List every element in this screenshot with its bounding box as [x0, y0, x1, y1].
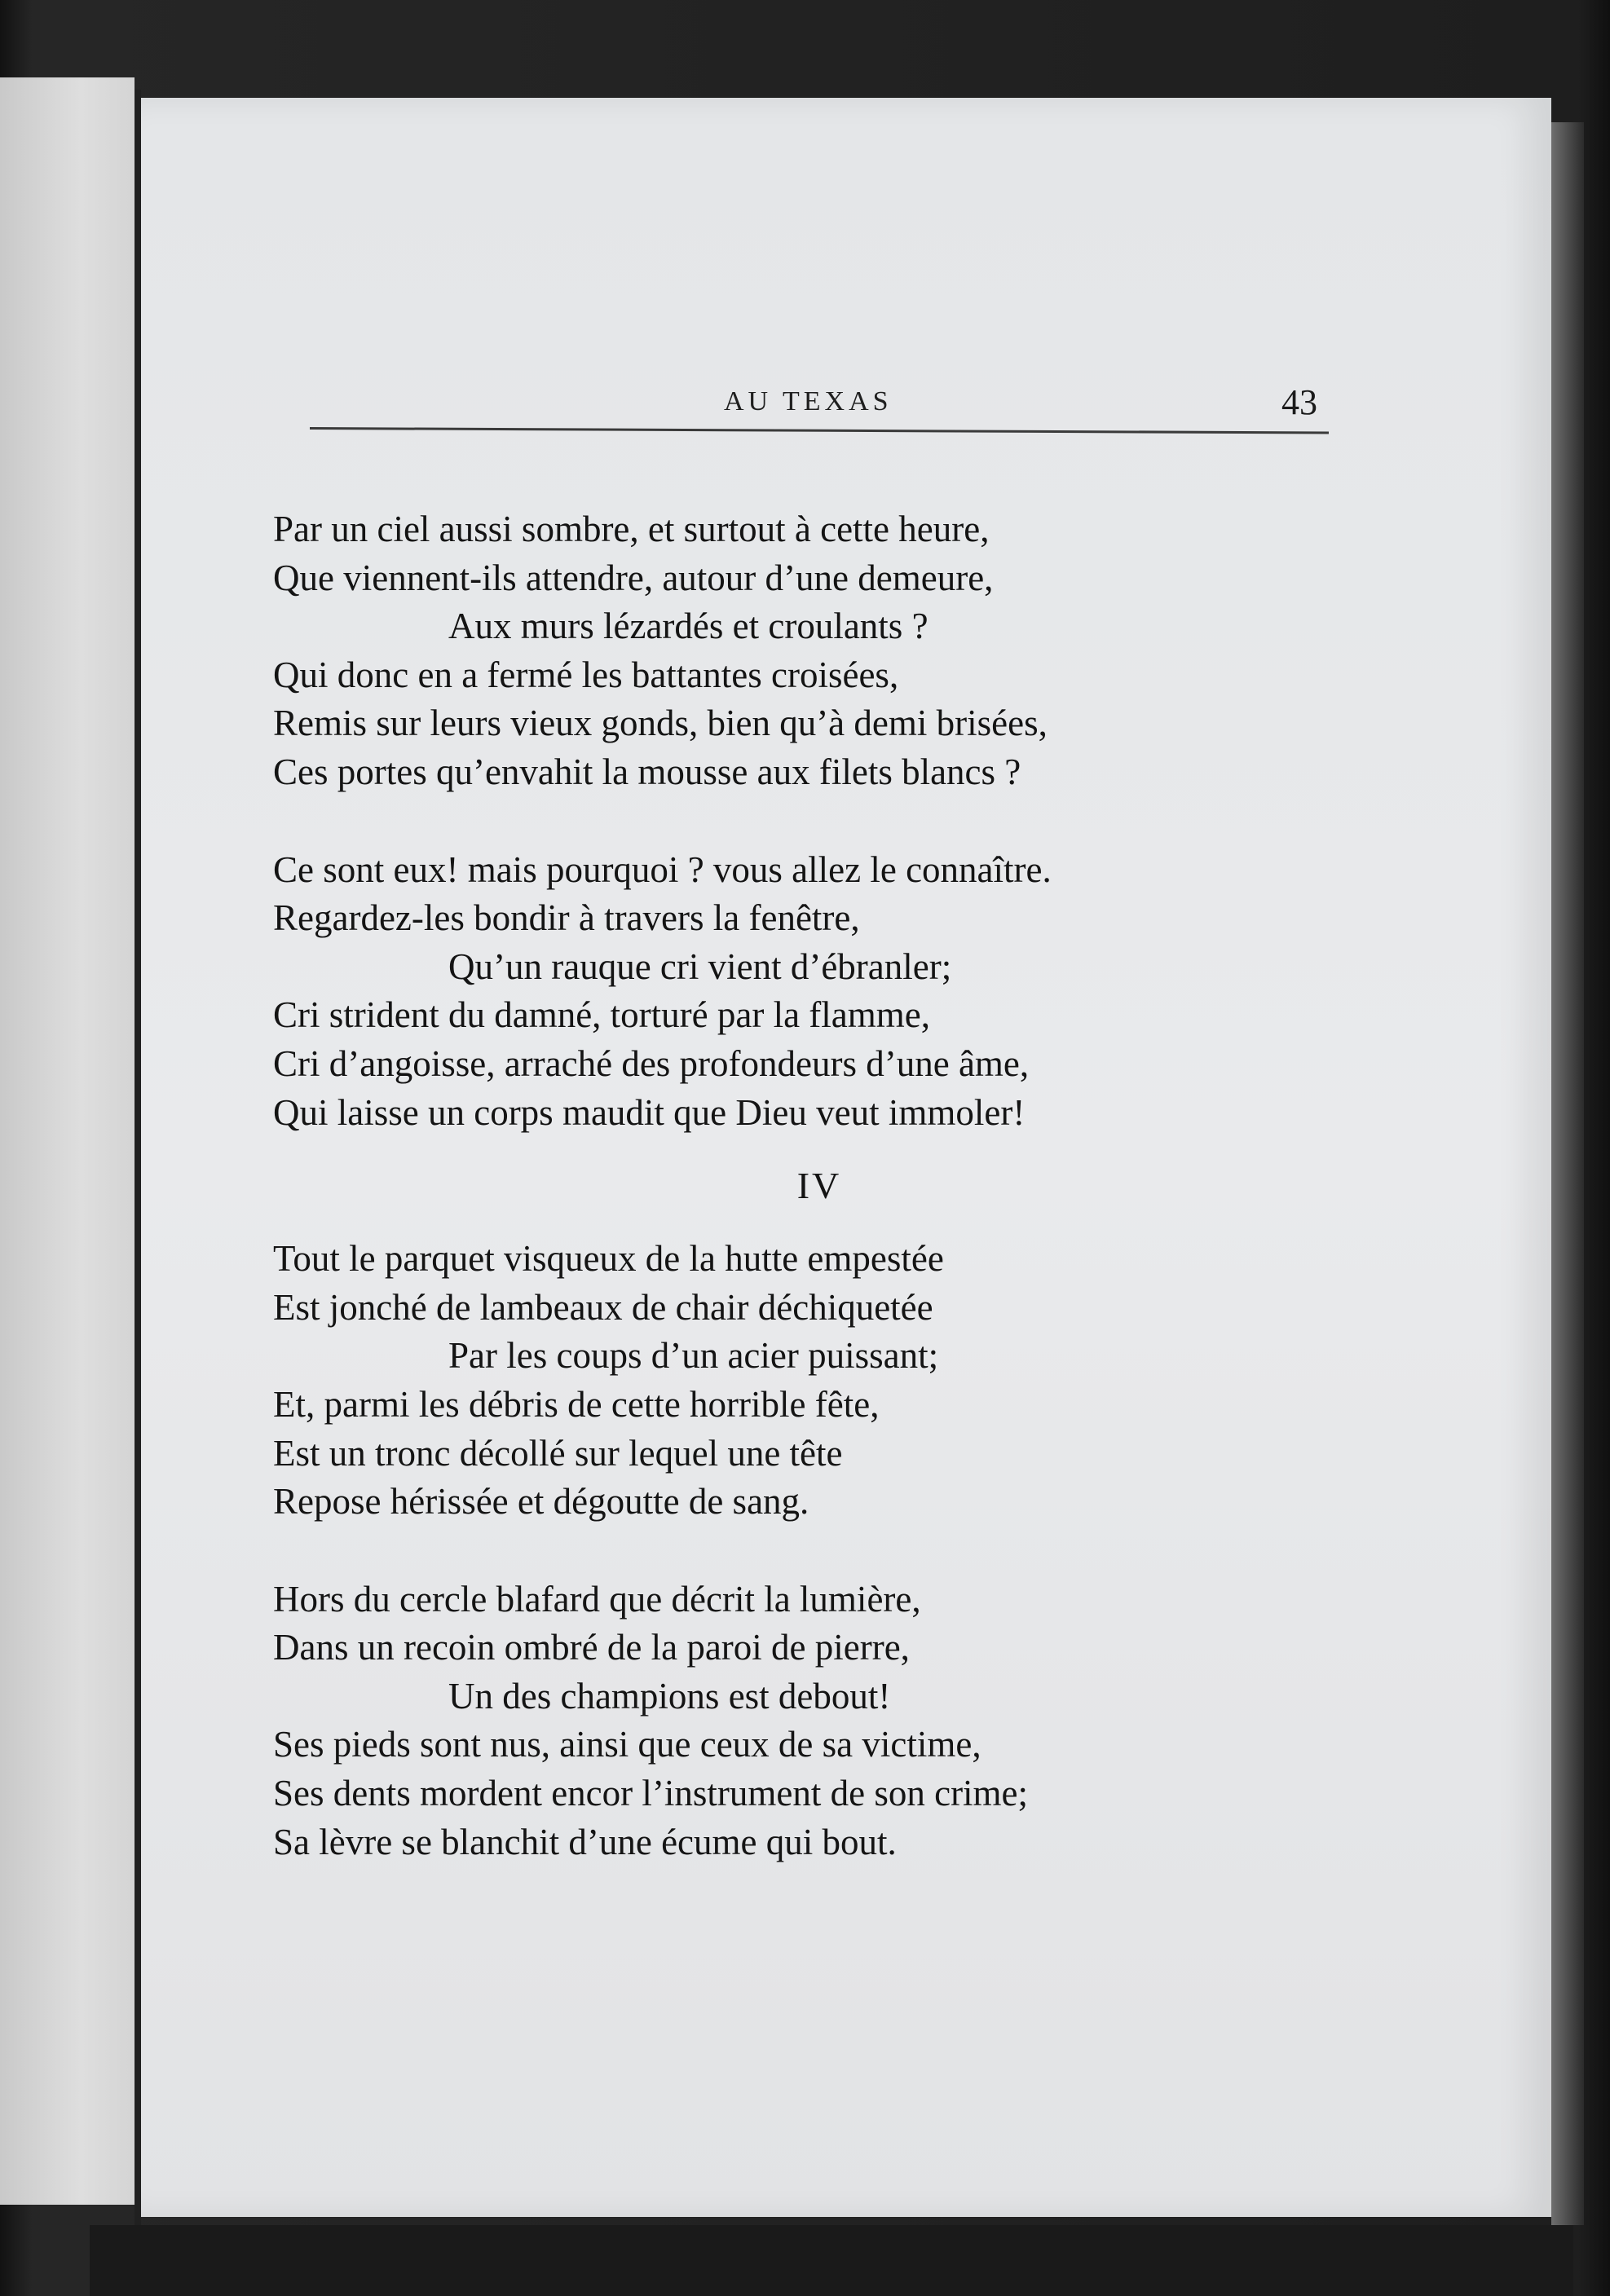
- verse-line: Dans un recoin ombré de la paroi de pierre,: [273, 1627, 910, 1668]
- verse-line: Qui laisse un corps maudit que Dieu veut immoler!: [273, 1091, 1026, 1133]
- verse-line: Ses pieds sont nus, ainsi que ceux de sa victime,: [273, 1724, 981, 1765]
- verse-line: Et, parmi les débris de cette horrible fête,: [273, 1383, 880, 1425]
- stanza: [273, 1575, 1349, 1867]
- book-gutter: [135, 90, 141, 2225]
- stanza: [273, 1235, 1349, 1527]
- verse-line: Ces portes qu’envahit la mousse aux filets blancs ?: [273, 751, 1021, 792]
- verse-line: Par les coups d’un acier puissant;: [448, 1335, 939, 1377]
- verse-line: Cri d’angoisse, arraché des profondeurs d’une âme,: [273, 1042, 1030, 1084]
- stanza-spacer: [273, 1527, 1349, 1575]
- page-number: 43: [1281, 382, 1317, 422]
- verse-line: Est jonché de lambeaux de chair déchiquetée: [273, 1286, 933, 1328]
- verse-line: Remis sur leurs vieux gonds, bien qu’à demi brisées,: [273, 703, 1048, 744]
- verse-line: Un des champions est debout!: [448, 1675, 891, 1716]
- verse-line: Tout le parquet visqueux de la hutte empestée: [273, 1238, 944, 1280]
- stanza-spacer: [273, 797, 1349, 846]
- stanza: [273, 505, 1349, 797]
- verse-line: Sa lèvre se blanchit d’une écume qui bout.: [273, 1821, 897, 1862]
- verse-line: Par un ciel aussi sombre, et surtout à cette heure,: [273, 509, 990, 549]
- previous-page-edge: [0, 77, 135, 2205]
- stanza: [273, 846, 1349, 1138]
- verse-line: Est un tronc décollé sur lequel une tête: [273, 1432, 843, 1474]
- book-fore-edge: [1551, 122, 1584, 2225]
- verse-line: Qu’un rauque cri vient d’ébranler;: [448, 945, 952, 987]
- verse-line: Ce sont eux! mais pourquoi ? vous allez le connaître.: [273, 848, 1052, 890]
- header-rule: [310, 427, 1329, 434]
- verse-line: Qui donc en a fermé les battantes croisées,: [273, 654, 899, 695]
- verse-line: Ses dents mordent encor l’instrument de son crime;: [273, 1773, 1029, 1814]
- verse-line: Repose hérissée et dégoutte de sang.: [273, 1481, 809, 1523]
- verse-line: Que viennent-ils attendre, autour d’une demeure,: [273, 557, 994, 598]
- running-head: [310, 377, 1329, 434]
- running-title: AU TEXAS: [724, 386, 893, 416]
- poem-text: [273, 505, 1349, 1866]
- verse-line: Regardez-les bondir à travers la fenêtre,: [273, 897, 860, 939]
- verse-line: Cri strident du damné, torturé par la flamme,: [273, 994, 931, 1036]
- book-bottom-edge: [90, 2225, 1573, 2296]
- section-heading: IV: [796, 1165, 842, 1207]
- verse-line: Hors du cercle blafard que décrit la lumière,: [273, 1578, 921, 1620]
- verse-line: Aux murs lézardés et croulants ?: [448, 606, 929, 647]
